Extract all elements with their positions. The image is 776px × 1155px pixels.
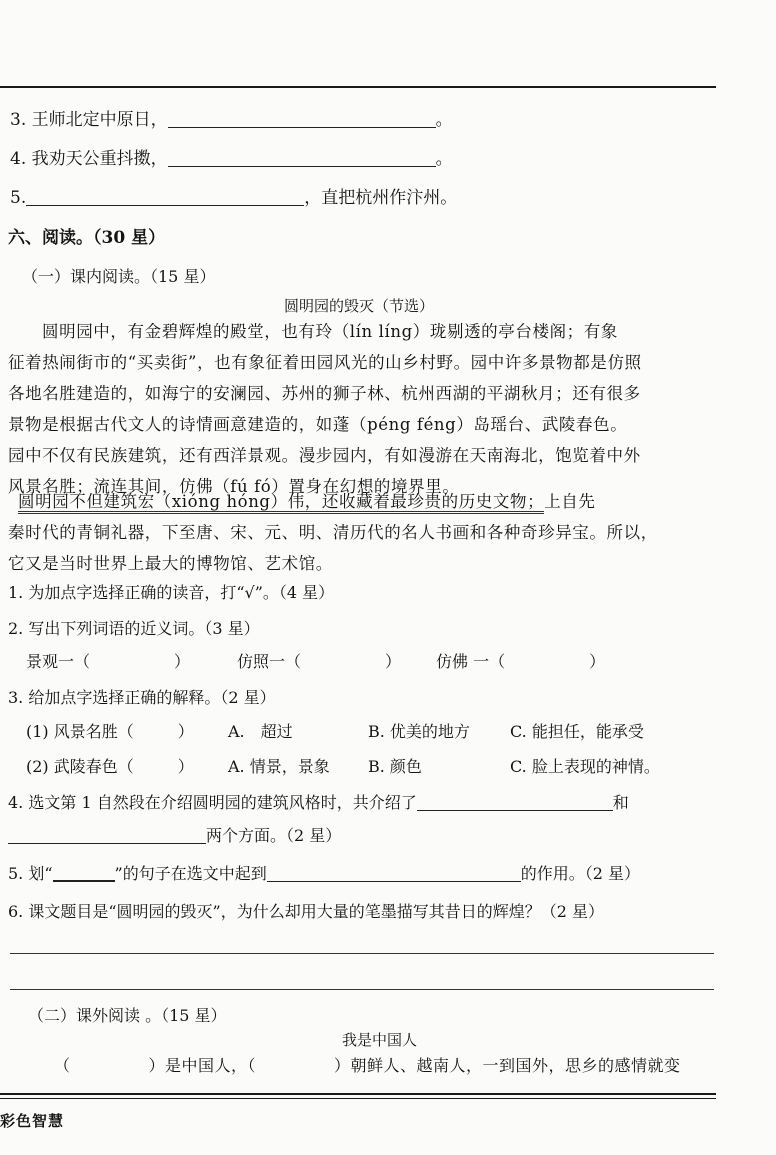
q3-row-2-option-c: C. 脸上表现的神情。 bbox=[510, 757, 660, 776]
paragraph-line: 景物是根据古代文人的诗情画意建造的，如蓬（péng féng）岛瑶台、武陵春色。 bbox=[8, 415, 628, 434]
paragraph-line: 征着热闹街市的“买卖街”，也有象征着田园风光的山乡村野。园中许多景物都是仿照 bbox=[8, 353, 642, 372]
answer-blank[interactable] bbox=[505, 654, 589, 670]
paragraph-line: 风景名胜；流连其间，仿佛（fú fó）置身在幻想的境界里。 bbox=[8, 477, 460, 496]
paragraph-line: 各地名胜建造的，如海宁的安澜园、苏州的狮子林、杭州西湖的平湖秋月；还有很多 bbox=[8, 384, 641, 403]
section-title: 六、阅读。（30 星） bbox=[8, 228, 166, 248]
q3-row-2: (2) 武陵春色（ ） bbox=[26, 757, 194, 776]
paragraph-line: 园中不仅有民族建筑，还有西洋景观。漫步园内，有如漫游在天南海北，饱览着中外 bbox=[8, 446, 641, 465]
answer-blank[interactable] bbox=[267, 865, 521, 882]
question-5: 5. 划“ ”的句子在选文中起到 的作用。（2 星） bbox=[8, 864, 641, 883]
question-3: 3. 给加点字选择正确的解释。（2 星） bbox=[8, 688, 276, 707]
passage-title: 圆明园的毁灭（节选） bbox=[284, 297, 435, 315]
answer-blank[interactable] bbox=[256, 1058, 334, 1074]
part2-first-line: （ ）是中国人，（ ）朝鲜人、越南人，一到国外，思乡的感情就变 bbox=[54, 1056, 681, 1075]
q3-row-1: (1) 风景名胜（ ） bbox=[26, 722, 194, 741]
part2-passage-title: 我是中国人 bbox=[342, 1031, 418, 1049]
underlined-sentence: 圆明园不但建筑宏（xióng hóng）伟，还收藏着最珍贵的历史文物； bbox=[18, 492, 544, 514]
question-2: 2. 写出下列词语的近义词。（3 星） bbox=[8, 619, 260, 638]
question-4: 4. 选文第 1 自然段在介绍圆明园的建筑风格时，共介绍了 和 bbox=[8, 793, 629, 812]
poem-line-4: 4. 我劝天公重抖擞， 。 bbox=[10, 149, 453, 169]
passage-paragraph-2 bbox=[8, 486, 658, 579]
q3-row-2-option-b: B. 颜色 bbox=[368, 757, 422, 776]
top-rule bbox=[0, 86, 716, 88]
question-6: 6. 课文题目是“圆明园的毁灭”，为什么却用大量的笔墨描写其昔日的辉煌？（2 星） bbox=[8, 902, 604, 921]
q3-row-1-option-c: C. 能担任，能承受 bbox=[510, 722, 644, 741]
q3-row-1-option-a: A. 超过 bbox=[228, 722, 293, 741]
answer-blank[interactable] bbox=[417, 794, 613, 811]
answer-line[interactable] bbox=[10, 953, 714, 954]
answer-blank[interactable] bbox=[168, 150, 436, 167]
answer-blank[interactable] bbox=[90, 654, 174, 670]
answer-blank[interactable] bbox=[301, 654, 385, 670]
paragraph-line: 它又是当时世界上最大的博物馆、艺术馆。 bbox=[8, 554, 333, 573]
part1-title: （一）课内阅读。（15 星） bbox=[22, 267, 216, 286]
question-1: 1. 为加点字选择正确的读音，打“√”。（4 星） bbox=[8, 583, 335, 602]
bottom-rule bbox=[0, 1093, 716, 1095]
q2-item-1: 景观一（ ） bbox=[26, 652, 191, 671]
underline-sample bbox=[53, 864, 115, 882]
poem-line-5: 5. ，直把杭州作汴州。 bbox=[10, 188, 458, 208]
answer-blank[interactable] bbox=[71, 1058, 149, 1074]
answer-blank[interactable] bbox=[168, 111, 436, 128]
bottom-rule-thin bbox=[0, 1098, 716, 1099]
q2-item-2: 仿照一（ ） bbox=[237, 652, 402, 671]
part2-title: （二）课外阅读 。（15 星） bbox=[28, 1006, 227, 1025]
q3-row-1-option-b: B. 优美的地方 bbox=[368, 722, 470, 741]
passage-paragraph-1 bbox=[8, 316, 642, 502]
answer-line[interactable] bbox=[10, 989, 714, 990]
answer-blank[interactable] bbox=[134, 759, 178, 775]
paragraph-line: 圆明园中，有金碧辉煌的殿堂，也有玲（lín líng）珑剔透的亭台楼阁；有象 bbox=[42, 322, 618, 341]
answer-blank[interactable] bbox=[26, 189, 304, 206]
footer-logo-text: 彩色智慧 bbox=[0, 1112, 65, 1130]
paragraph-line: 圆明园不但建筑宏（xióng hóng）伟，还收藏着最珍贵的历史文物；上自先 bbox=[8, 486, 658, 517]
answer-blank[interactable] bbox=[8, 827, 206, 844]
poem-line-3: 3. 王师北定中原日， 。 bbox=[10, 110, 453, 130]
q2-item-3: 仿佛 一（ ） bbox=[436, 652, 606, 671]
paragraph-line: 秦时代的青铜礼器，下至唐、宋、元、明、清历代的名人书画和各种奇珍异宝。所以， bbox=[8, 523, 658, 542]
q3-row-2-option-a: A. 情景，景象 bbox=[228, 757, 330, 776]
question-4-cont: 两个方面。（2 星） bbox=[8, 826, 341, 846]
answer-blank[interactable] bbox=[134, 724, 178, 740]
